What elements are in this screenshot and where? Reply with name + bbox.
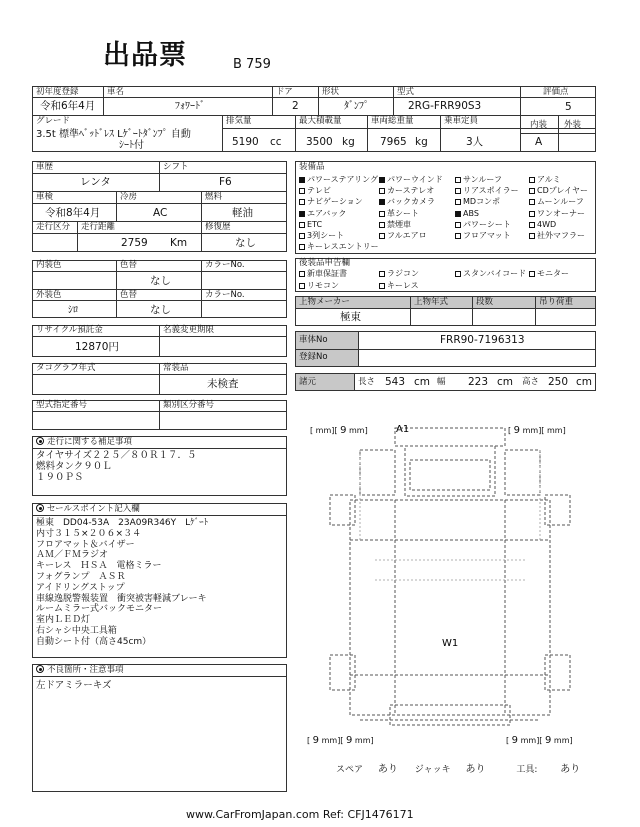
label-shape: 形状 [322, 87, 340, 97]
checkbox-icon [299, 222, 305, 228]
checkbox-aftermarket-0-3[interactable] [529, 268, 569, 279]
checkbox-equipment-4-0[interactable] [299, 219, 322, 230]
checkbox-label: エアバック [307, 208, 347, 218]
label-security: 常装品 [163, 363, 189, 373]
lot-number: B 759 [233, 57, 271, 72]
value-history: レンタ [80, 176, 111, 188]
checkbox-label: バックカメラ [387, 197, 435, 207]
checkbox-equipment-3-2[interactable] [455, 208, 479, 219]
label-hgt: 高さ [522, 377, 540, 387]
checkbox-label: リモコン [307, 280, 339, 290]
checkbox-icon [379, 177, 385, 183]
checkbox-icon [379, 233, 385, 239]
checkbox-icon [455, 188, 461, 194]
label-interior: 内装 [530, 120, 548, 130]
checkbox-label: パワーステアリング [307, 175, 378, 184]
unit-wid: cm [497, 376, 514, 388]
label-class-num: 類別区分番号 [163, 400, 215, 410]
value-cooler: AC [153, 207, 168, 219]
bullet-icon [36, 504, 44, 512]
checkbox-icon [299, 271, 305, 277]
checkbox-icon [455, 199, 461, 205]
tire-bottom-right: [ 9 mm][ 9 mm] [506, 735, 573, 746]
label-int-shade: 色替 [120, 260, 138, 270]
label-aftermarket: 後装品申告欄 [299, 258, 351, 268]
value-jack: あり [465, 764, 486, 775]
drive-notes-text: タイヤサイズ２２５／８０Ｒ１７．５ 燃料タンク９０Ｌ １９０ＰＳ [36, 450, 197, 483]
label-tacho: タコグラフ年式 [36, 363, 96, 373]
label-reg-no: 登録No [299, 352, 328, 362]
checkbox-icon [379, 283, 385, 289]
checkbox-equipment-3-0[interactable] [299, 208, 346, 219]
checkbox-equipment-0-3[interactable] [529, 174, 561, 185]
bullet-icon [36, 665, 44, 673]
label-gross-weight: 車両総重量 [371, 116, 414, 126]
value-name: ﾌｫﾜｰﾄﾞ [175, 101, 205, 112]
checkbox-icon [529, 233, 535, 239]
checkbox-equipment-2-2[interactable] [455, 196, 500, 207]
checkbox-equipment-0-1[interactable] [379, 174, 443, 185]
checkbox-aftermarket-0-1[interactable] [379, 268, 419, 279]
checkbox-icon [299, 177, 305, 183]
checkbox-icon [299, 211, 305, 217]
checkbox-icon [299, 233, 305, 239]
value-ext-shade: なし [150, 304, 171, 316]
checkbox-label: カーステレオ [387, 186, 435, 196]
label-spare: スペア [336, 765, 364, 775]
label-reg-period: 名義変更期限 [163, 325, 215, 335]
checkbox-icon [455, 271, 461, 277]
checkbox-icon [455, 211, 461, 217]
checkbox-equipment-4-2[interactable] [455, 219, 511, 230]
checkbox-label: CDプレイヤー [537, 186, 589, 196]
label-model: 型式 [397, 87, 415, 97]
value-grade-line2: ｼｰﾄ付 [119, 140, 144, 151]
value-max-load: 3500 [306, 136, 333, 148]
checkbox-label: パワーウインド [387, 175, 443, 184]
checkbox-icon [379, 199, 385, 205]
sales-points-header [36, 504, 140, 515]
unit-hgt: cm [576, 376, 593, 388]
checkbox-icon [455, 177, 461, 183]
checkbox-equipment-5-2[interactable] [455, 230, 511, 241]
accessories-row [336, 760, 580, 775]
value-rating: 5 [565, 101, 572, 113]
label-grade: グレード [36, 116, 71, 126]
label-ext-color-no: カラーNo. [205, 290, 245, 300]
label-maker: 上物メーカー [299, 297, 350, 307]
value-wid: 223 [468, 376, 489, 388]
label-body-year: 上物年式 [414, 297, 449, 307]
label-type-num: 型式指定番号 [36, 400, 88, 410]
label-max-load: 最大積載量 [299, 116, 342, 126]
label-first-reg: 初年度登録 [36, 87, 79, 97]
checkbox-label: ナビゲーション [307, 197, 363, 207]
value-max-load-unit: kg [342, 136, 355, 148]
checkbox-equipment-5-0[interactable] [299, 230, 344, 241]
value-interior: A [535, 136, 543, 148]
checkbox-aftermarket-0-2[interactable] [455, 268, 526, 279]
label-inspection: 車検 [36, 192, 54, 202]
label-exterior: 外装 [564, 120, 582, 130]
checkbox-icon [379, 222, 385, 228]
checkbox-icon [529, 199, 535, 205]
value-tools: あり [560, 764, 581, 775]
tire-top-left: [ mm][ 9 mm] [310, 425, 368, 436]
checkbox-label: テレビ [307, 186, 331, 196]
value-inspection: 令和8年4月 [45, 207, 101, 219]
value-shift: F6 [219, 176, 232, 188]
checkbox-icon [299, 244, 305, 250]
value-first-reg: 令和6年4月 [40, 100, 96, 112]
checkbox-equipment-6-0[interactable] [299, 241, 379, 252]
checkbox-equipment-1-2[interactable] [455, 185, 519, 196]
defects-header [36, 665, 124, 676]
checkbox-equipment-5-3[interactable] [529, 230, 585, 241]
checkbox-label: MDコンポ [463, 197, 501, 207]
checkbox-label: 新車保証書 [307, 269, 347, 278]
label-chassis: 車体No [299, 335, 328, 345]
checkbox-equipment-4-1[interactable] [379, 219, 411, 230]
checkbox-label: パワーシート [463, 219, 511, 229]
label-cooler: 冷房 [120, 192, 138, 202]
checkbox-icon [455, 222, 461, 228]
label-dims: 諸元 [299, 377, 317, 387]
checkbox-label: 3列シート [307, 231, 345, 240]
checkbox-equipment-1-0[interactable] [299, 185, 331, 196]
label-fuel: 燃料 [205, 192, 223, 202]
value-shape: ﾀﾞﾝﾌﾟ [344, 101, 369, 112]
label-rating: 評価点 [543, 87, 569, 97]
label-steps: 段数 [476, 297, 494, 307]
label-tools: 工具: [516, 765, 538, 775]
checkbox-icon [455, 233, 461, 239]
bullet-icon [36, 437, 44, 445]
value-displacement: 5190 [232, 136, 259, 148]
value-mileage: 2759 [121, 237, 148, 249]
value-gross-weight-unit: kg [415, 136, 428, 148]
checkbox-label: ラジコン [387, 269, 419, 278]
label-int-color-no: カラーNo. [205, 260, 245, 270]
value-model: 2RG-FRR90S3 [408, 100, 482, 112]
checkbox-equipment-3-1[interactable] [379, 208, 419, 219]
sales-points-title: セールスポイント記入欄 [47, 504, 140, 514]
checkbox-label: フルエアロ [387, 231, 427, 240]
label-capacity: 乗車定員 [444, 116, 479, 126]
value-ext-color: ｼﾛ [68, 305, 78, 316]
label-jack: ジャッキ [414, 765, 451, 775]
label-repair: 修復歴 [205, 222, 231, 232]
checkbox-aftermarket-1-0[interactable] [299, 280, 339, 291]
value-mileage-unit: Km [170, 237, 188, 249]
checkbox-label: キーレスエントリー [307, 242, 379, 252]
checkbox-label: ABS [463, 208, 479, 218]
drive-notes-title: 走行に関する補足事項 [47, 437, 133, 447]
checkbox-icon [529, 188, 535, 194]
checkbox-label: 禁煙車 [387, 219, 411, 229]
unit-len: cm [414, 376, 431, 388]
tire-top-right: [ 9 mm][ mm] [508, 425, 566, 436]
checkbox-label: ムーンルーフ [537, 197, 584, 207]
sales-points-text: 極東 DD04-53A 23A09R346Y Lｹﾞｰﾄ 内寸３１５×２０６×３４ フロアマット＆バイザー ＡＭ／ＦＭラジオ キーレス ＨＳＡ 電格ミラー フォグランプ ＡＳＲ アイドリングストップ 車線逸脱警報装置 衝突被害軽減ブレーキ ルームミラー式バックモニター 室内ＬＥＤ灯 右シャシ中央工具箱 自動シート付（高さ45cm） [36, 518, 209, 647]
value-repair: なし [235, 237, 256, 249]
label-ext-shade: 色替 [120, 290, 138, 300]
checkbox-icon [529, 222, 535, 228]
checkbox-label: アルミ [537, 175, 561, 184]
value-recycle: 12870円 [75, 341, 119, 353]
label-shift: シフト [163, 162, 189, 172]
checkbox-label: サンルーフ [463, 175, 502, 184]
checkbox-icon [529, 271, 535, 277]
checkbox-aftermarket-0-0[interactable] [299, 268, 347, 279]
value-spare: あり [377, 764, 398, 775]
checkbox-equipment-2-1[interactable] [379, 196, 435, 207]
checkbox-aftermarket-1-1[interactable] [379, 280, 419, 291]
checkbox-icon [379, 271, 385, 277]
checkbox-label: ワンオーナー [537, 208, 585, 218]
checkbox-label: ETC [307, 219, 323, 229]
checkbox-equipment-1-3[interactable] [529, 185, 588, 196]
checkbox-equipment-2-0[interactable] [299, 196, 363, 207]
value-grade-line1: 3.5t 標準ﾍﾞｯﾄﾞﾚｽ Lｹﾞｰﾄﾀﾞﾝﾌﾟ 自動 [36, 129, 191, 140]
footer-reference: www.CarFromJapan.com Ref: CFJ1476171 [186, 808, 414, 821]
value-chassis: FRR90-7196313 [440, 334, 525, 346]
label-hoist: 吊り荷重 [539, 297, 574, 307]
value-int-shade: なし [150, 275, 171, 287]
checkbox-equipment-1-1[interactable] [379, 185, 434, 196]
checkbox-equipment-3-3[interactable] [529, 208, 585, 219]
defects-text: 左ドアミラーキズ [36, 680, 112, 691]
label-displacement: 排気量 [226, 116, 252, 126]
checkbox-label: モニター [537, 269, 569, 278]
checkbox-equipment-0-2[interactable] [455, 174, 502, 185]
value-door: 2 [292, 100, 299, 112]
value-maker: 極東 [340, 311, 361, 323]
tire-bottom-left: [ 9 mm][ 9 mm] [307, 735, 374, 746]
label-door: ドア [276, 87, 293, 97]
checkbox-label: リアスポイラー [463, 186, 519, 196]
label-recycle: リサイクル預託金 [36, 325, 103, 335]
checkbox-label: 革シート [387, 208, 419, 218]
label-name: 車名 [107, 87, 125, 97]
checkbox-icon [299, 188, 305, 194]
checkbox-equipment-5-1[interactable] [379, 230, 427, 241]
label-wid: 幅 [437, 377, 446, 387]
value-len: 543 [385, 376, 406, 388]
checkbox-icon [529, 211, 535, 217]
label-int-color: 内装色 [36, 260, 62, 270]
checkbox-label: スタンバイコード [463, 269, 527, 278]
checkbox-label: キーレス [387, 280, 419, 290]
value-security: 未検査 [207, 378, 239, 390]
label-len: 長さ [358, 377, 376, 387]
checkbox-icon [299, 283, 305, 289]
label-equipment: 装備品 [299, 162, 325, 172]
checkbox-equipment-4-3[interactable] [529, 219, 556, 230]
drive-notes-header [36, 437, 132, 448]
checkbox-icon [529, 177, 535, 183]
checkbox-equipment-0-0[interactable] [299, 174, 378, 185]
checkbox-label: 4WD [537, 219, 557, 229]
label-ext-color: 外装色 [36, 290, 62, 300]
label-history: 車歴 [36, 162, 54, 172]
checkbox-icon [379, 188, 385, 194]
value-fuel: 軽油 [232, 207, 253, 219]
page-title: 出品票 [103, 40, 187, 71]
value-displacement-unit: cc [270, 136, 282, 148]
truck-diagram [300, 420, 600, 740]
checkbox-label: 社外マフラー [537, 231, 585, 240]
label-drive-class: 走行区分 [36, 222, 71, 232]
checkbox-icon [379, 211, 385, 217]
checkbox-label: フロアマット [463, 231, 511, 240]
checkbox-equipment-2-3[interactable] [529, 196, 584, 207]
value-capacity: 3人 [466, 136, 484, 148]
value-hgt: 250 [548, 376, 569, 388]
mark-a1: A1 [396, 424, 410, 435]
mark-w1: W1 [442, 638, 459, 649]
value-gross-weight: 7965 [380, 136, 407, 148]
defects-title: 不良箇所・注意事項 [47, 665, 124, 675]
checkbox-icon [299, 199, 305, 205]
label-mileage: 走行距離 [81, 222, 116, 232]
